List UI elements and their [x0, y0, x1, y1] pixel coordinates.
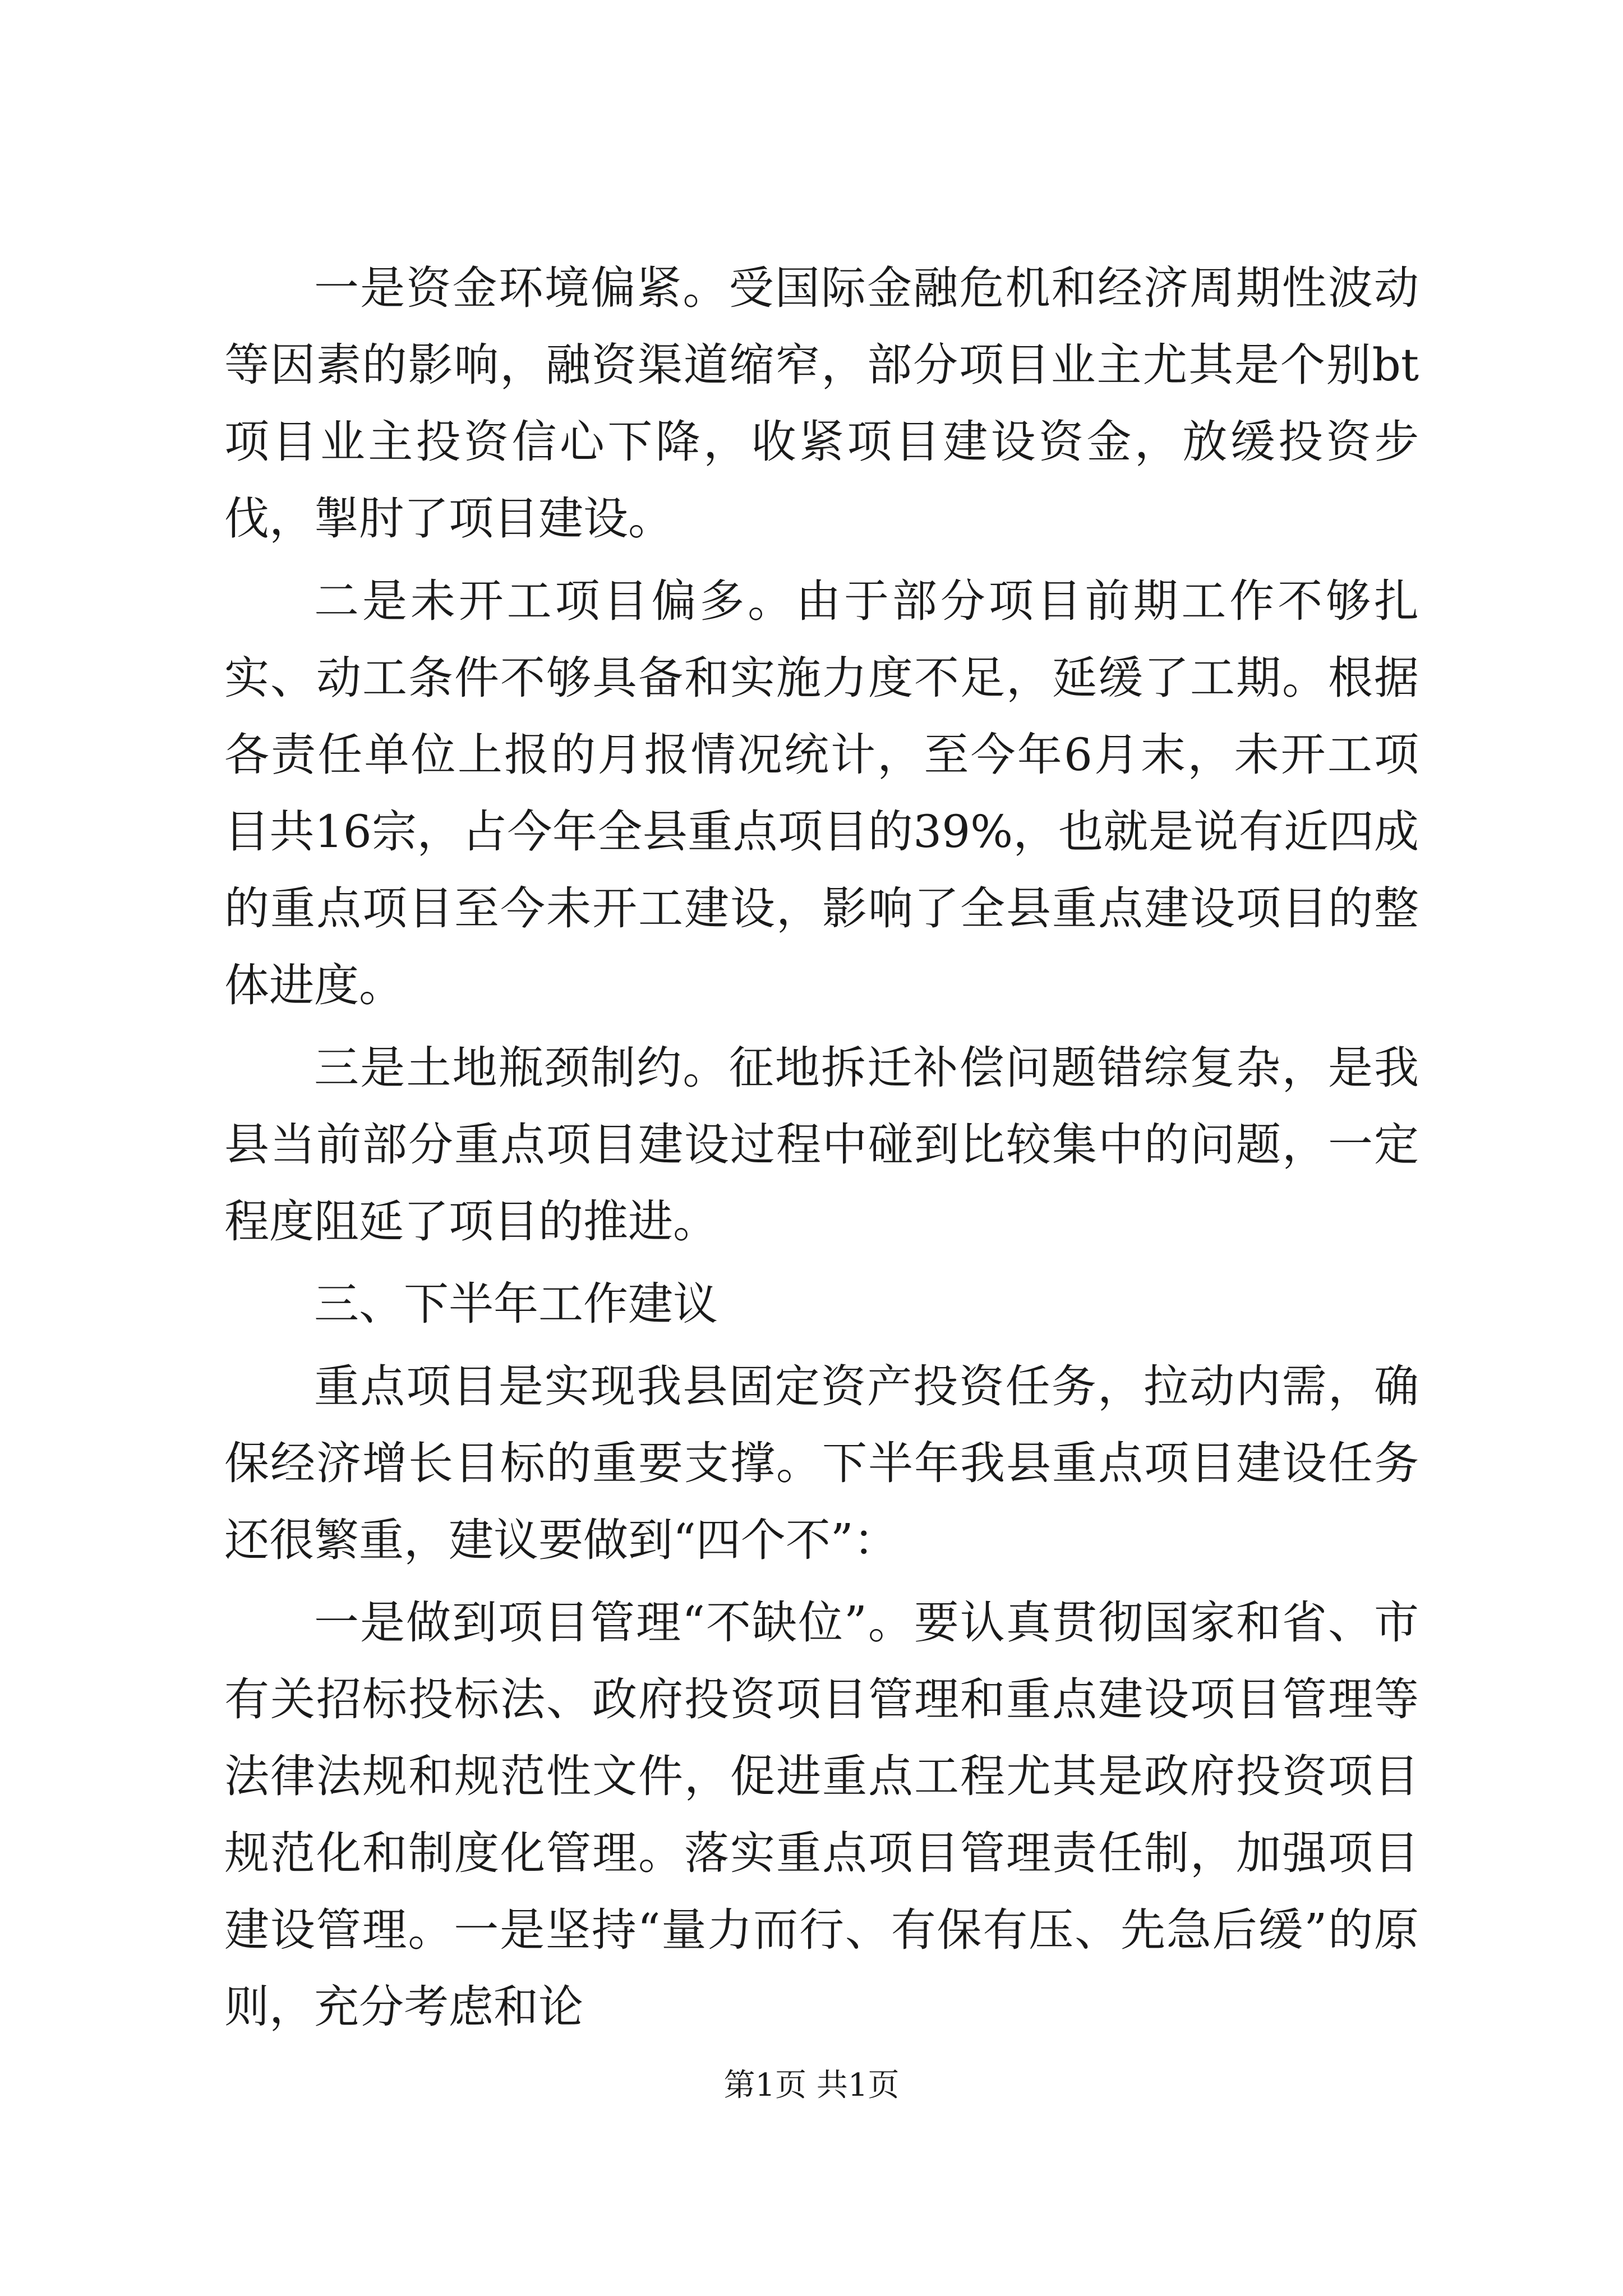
paragraph-unstarted-projects: 二是未开工项目偏多。由于部分项目前期工作不够扎实、动工条件不够具备和实施力度不足，延缓了工期。根据各责任单位上报的月报情况统计，至今年6月末，未开工项目共16宗，占今年全县重点项目的39%，也就是说有近四成的重点项目至今未开工建设，影响了全县重点建设项目的整体进度。 — [224, 575, 1419, 1011]
paragraph-land-constraints: 三是土地瓶颈制约。征地拆迁补偿问题错综复杂，是我县当前部分重点项目建设过程中碰到比较集中的问题，一定程度阻延了项目的推进。 — [224, 1042, 1419, 1248]
section-heading: 三、下半年工作建议 — [314, 1278, 718, 1330]
document-body — [224, 250, 1419, 2051]
paragraph-intro-suggestions: 重点项目是实现我县固定资产投资任务，拉动内需，确保经济增长目标的重要支撑。下半年我县重点项目建设任务还很繁重，建议要做到“四个不”： — [224, 1360, 1419, 1566]
page-number-footer: 第1页 共1页 — [723, 2067, 900, 2104]
paragraph-project-management: 一是做到项目管理“不缺位”。要认真贯彻国家和省、市有关招标投标法、政府投资项目管理和重点建设项目管理等法律法规和规范性文件，促进重点工程尤其是政府投资项目规范化和制度化管理。落实重点项目管理责任制，加强项目建设管理。一是坚持“量力而行、有保有压、先急后缓”的原则，充分考虑和论 — [224, 1596, 1419, 2033]
paragraph-funding-environment: 一是资金环境偏紧。受国际金融危机和经济周期性波动等因素的影响，融资渠道缩窄，部分项目业主尤其是个别bt项目业主投资信心下降，收紧项目建设资金，放缓投资步伐，掣肘了项目建设。 — [224, 262, 1419, 545]
